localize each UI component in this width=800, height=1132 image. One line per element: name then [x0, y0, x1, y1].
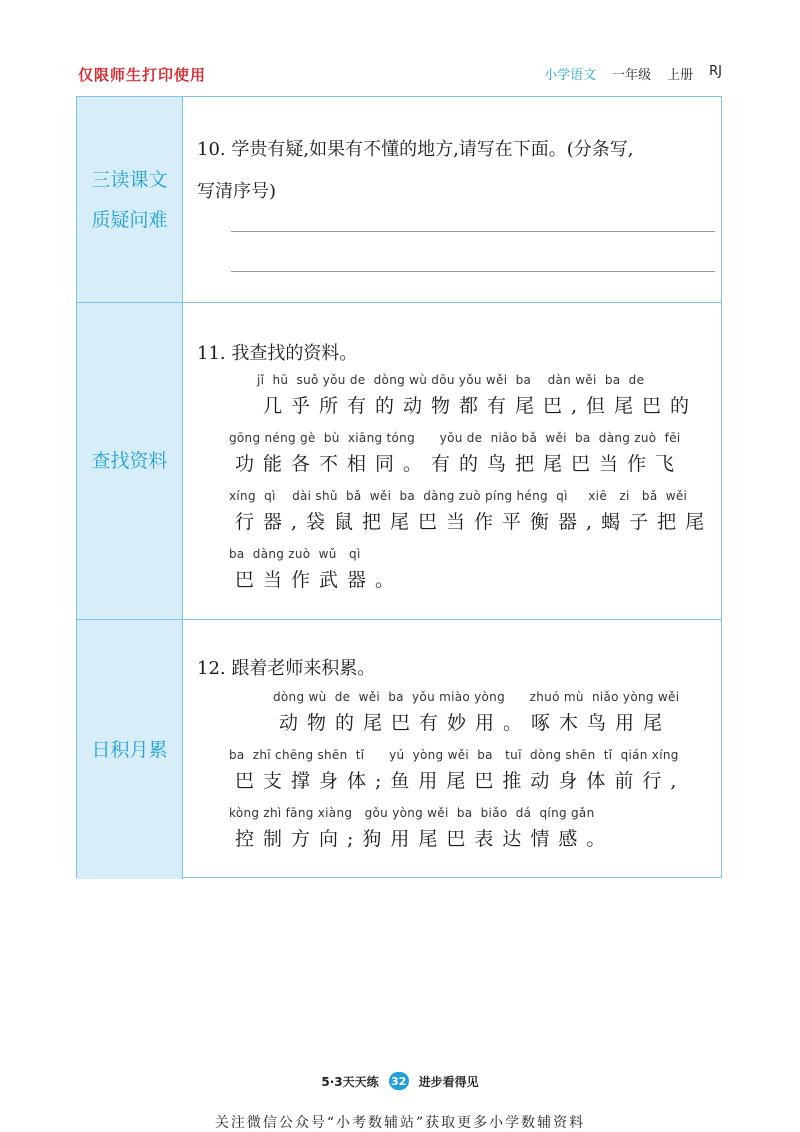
exercise-table [76, 96, 722, 878]
side-label-questioning [77, 97, 183, 302]
question-10 [197, 129, 717, 213]
hanzi-line: 功能各不相同。有的鸟把尾巴当作飞 [235, 453, 684, 475]
pinyin-line: gōng néng gè bù xiāng tóng yǒu de niǎo bǎ wěi ba dàng zuò fēi [229, 431, 681, 445]
side-label-line: 日积月累 [91, 738, 168, 761]
side-label-line: 三读课文 [91, 168, 168, 191]
print-notice: 仅限师生打印使用 [78, 66, 207, 84]
pinyin-line: ba dàng zuò wǔ qì [229, 547, 361, 561]
section-question-10 [77, 97, 721, 303]
hanzi-line: 几乎所有的动物都有尾巴,但尾巴的 [263, 395, 699, 417]
pinyin-line: jǐ hū suǒ yǒu de dòng wù dōu yǒu wěi ba dàn wěi ba de [257, 373, 645, 387]
pinyin-line: xíng qì dài shǔ bǎ wěi ba dàng zuò píng héng qì xiē zi bǎ wěi [229, 489, 688, 503]
hanzi-line: 控制方向;狗用尾巴表达情感。 [235, 828, 615, 850]
pinyin-line: ba zhī chēng shēn tǐ yú yòng wěi ba tuī dòng shēn tǐ qián xíng [229, 748, 679, 762]
section-content [183, 620, 721, 879]
answer-line[interactable] [231, 271, 715, 272]
section-question-11 [77, 303, 721, 620]
question-text: 写清序号) [197, 181, 277, 202]
pinyin-line: kòng zhì fāng xiàng gǒu yòng wěi ba biǎo dá qíng gǎn [229, 806, 595, 820]
grade-label: 一年级 [612, 68, 652, 83]
section-content [183, 97, 721, 302]
volume-label: 上册 [667, 68, 694, 83]
answer-line[interactable] [231, 231, 715, 232]
page-number: 32 [389, 1072, 409, 1090]
question-11: 11. 我查找的资料。 [197, 343, 358, 364]
side-label-research [77, 303, 183, 619]
section-question-12 [77, 620, 721, 879]
hanzi-line: 巴当作武器。 [235, 569, 404, 591]
side-label-line: 质疑问难 [91, 208, 168, 231]
section-content [183, 303, 721, 619]
edition-label: RJ [709, 64, 722, 79]
promo-note: 关注微信公众号“小考数辅站”获取更多小学数辅资料 [214, 1115, 586, 1131]
book-info [544, 64, 722, 83]
side-label-line: 查找资料 [91, 450, 168, 472]
subject-label: 小学语文 [544, 68, 597, 83]
page-footer [0, 1072, 800, 1090]
question-12: 12. 跟着老师来积累。 [197, 658, 376, 679]
hanzi-line: 行器,袋鼠把尾巴当作平衡器,蝎子把尾 [235, 511, 714, 533]
side-label-accumulate [77, 620, 183, 879]
question-text: 10. 学贵有疑,如果有不懂的地方,请写在下面。(分条写, [197, 139, 634, 160]
brand-label: 5·3天天练 [321, 1074, 379, 1089]
pinyin-line: dòng wù de wěi ba yǒu miào yòng zhuó mù niǎo yòng wěi [273, 690, 680, 704]
hanzi-line: 动物的尾巴有妙用。啄木鸟用尾 [279, 712, 672, 734]
hanzi-line: 巴支撑身体;鱼用尾巴推动身体前行, [235, 770, 686, 792]
slogan-label: 进步看得见 [418, 1074, 479, 1089]
